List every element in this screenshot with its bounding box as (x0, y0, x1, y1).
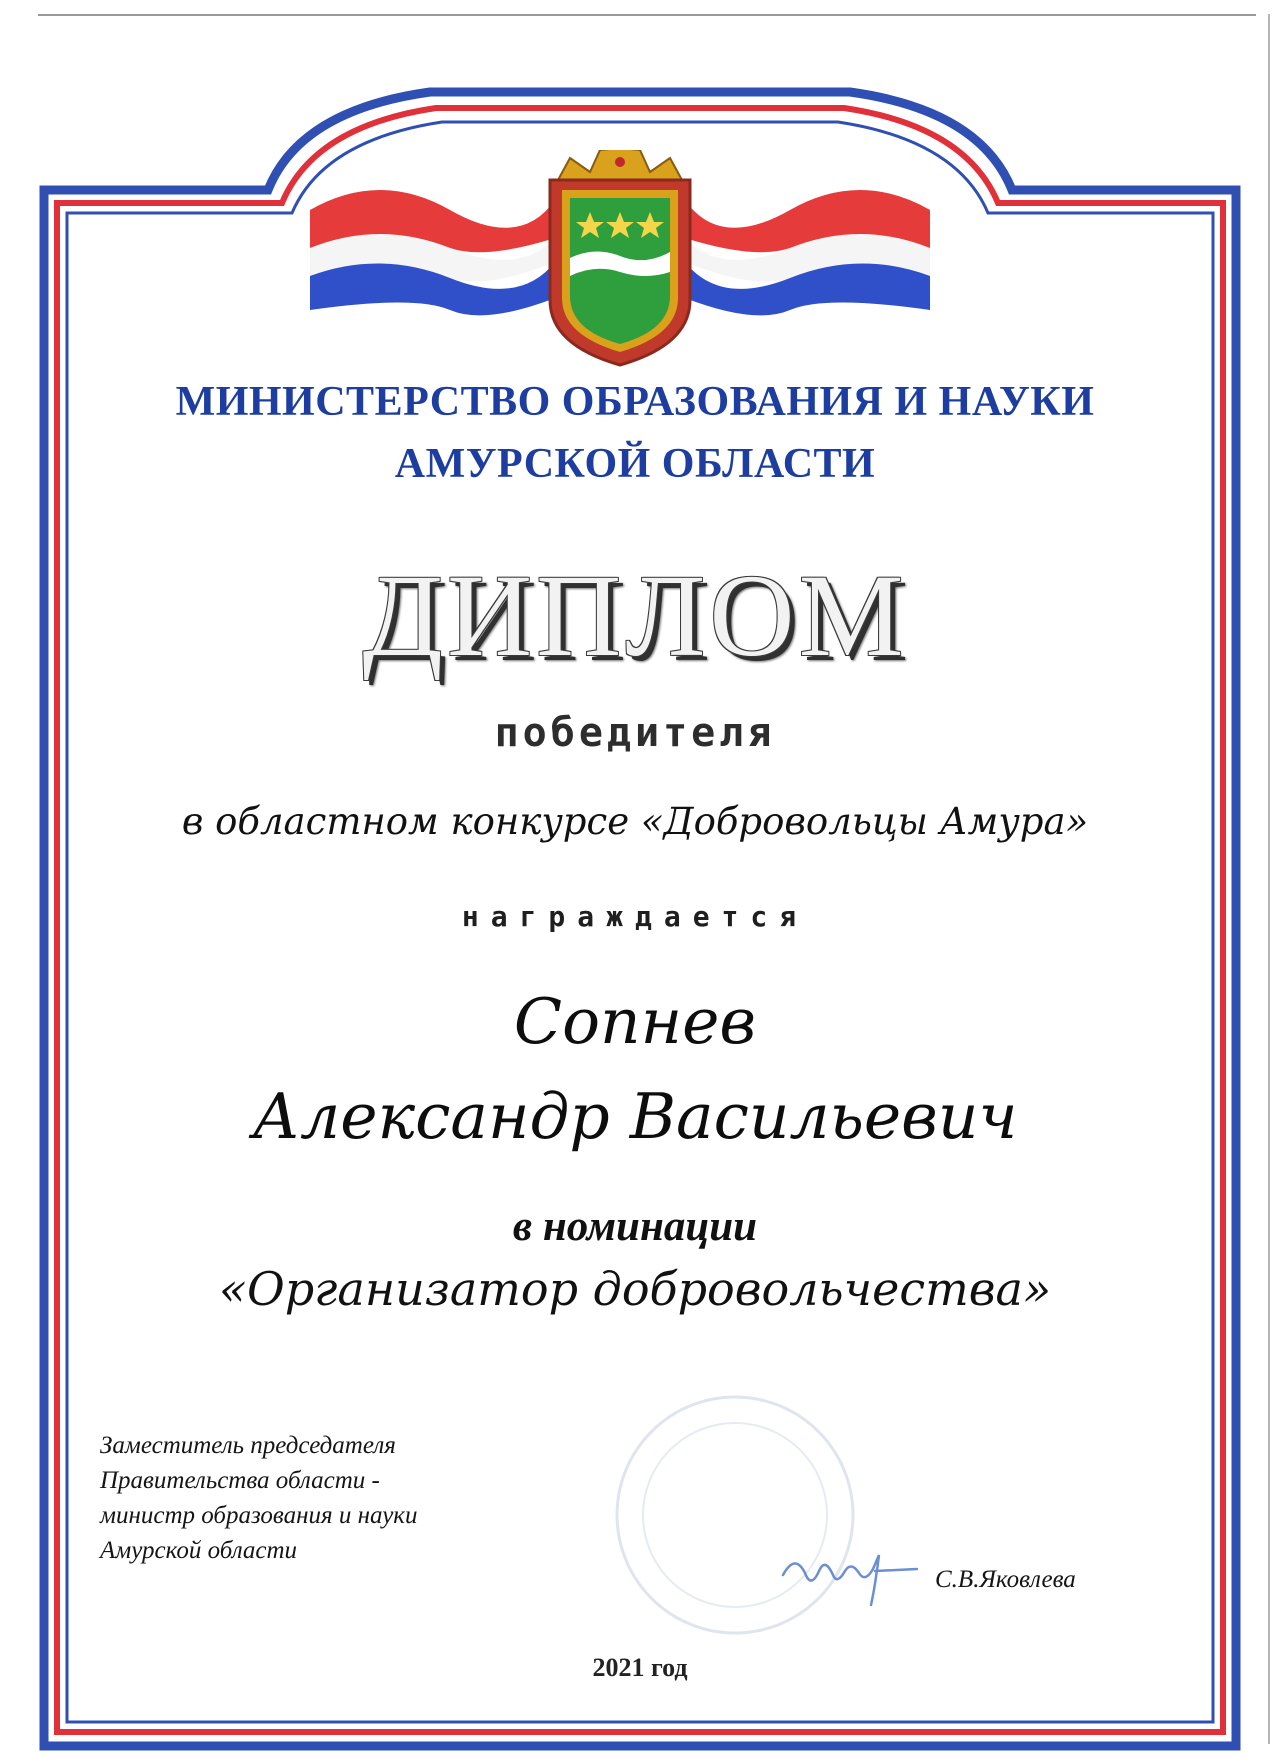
signature-icon (775, 1535, 925, 1615)
signer-name: С.В.Яковлева (935, 1566, 1076, 1593)
crown-icon (558, 150, 682, 180)
diploma-subtitle: победителя (494, 710, 776, 756)
signer-position-line: Правительства области - (100, 1467, 380, 1494)
awarded-label: награждается (461, 900, 809, 933)
nomination-name: «Организатор добровольчества» (218, 1262, 1052, 1316)
ministry-name-line1: МИНИСТЕРСТВО ОБРАЗОВАНИЯ И НАУКИ (175, 379, 1095, 425)
nomination-label: в номинации (512, 1203, 758, 1250)
diploma-title: ДИПЛОМ (362, 550, 908, 681)
coat-of-arms-icon (300, 150, 940, 380)
recipient-surname: Сопнев (513, 985, 757, 1058)
contest-name: в областном конкурсе «Добровольцы Амура» (181, 800, 1089, 843)
issue-year: 2021 год (592, 1653, 688, 1682)
recipient-given-names: Александр Васильевич (252, 1080, 1018, 1153)
signer-position (100, 1428, 418, 1568)
ministry-name-line2: АМУРСКОЙ ОБЛАСТИ (394, 441, 876, 487)
signer-position-line: Заместитель председателя (100, 1432, 396, 1459)
signer-position-line: Амурской области (100, 1537, 298, 1564)
signer-position-line: министр образования и науки (100, 1502, 418, 1529)
